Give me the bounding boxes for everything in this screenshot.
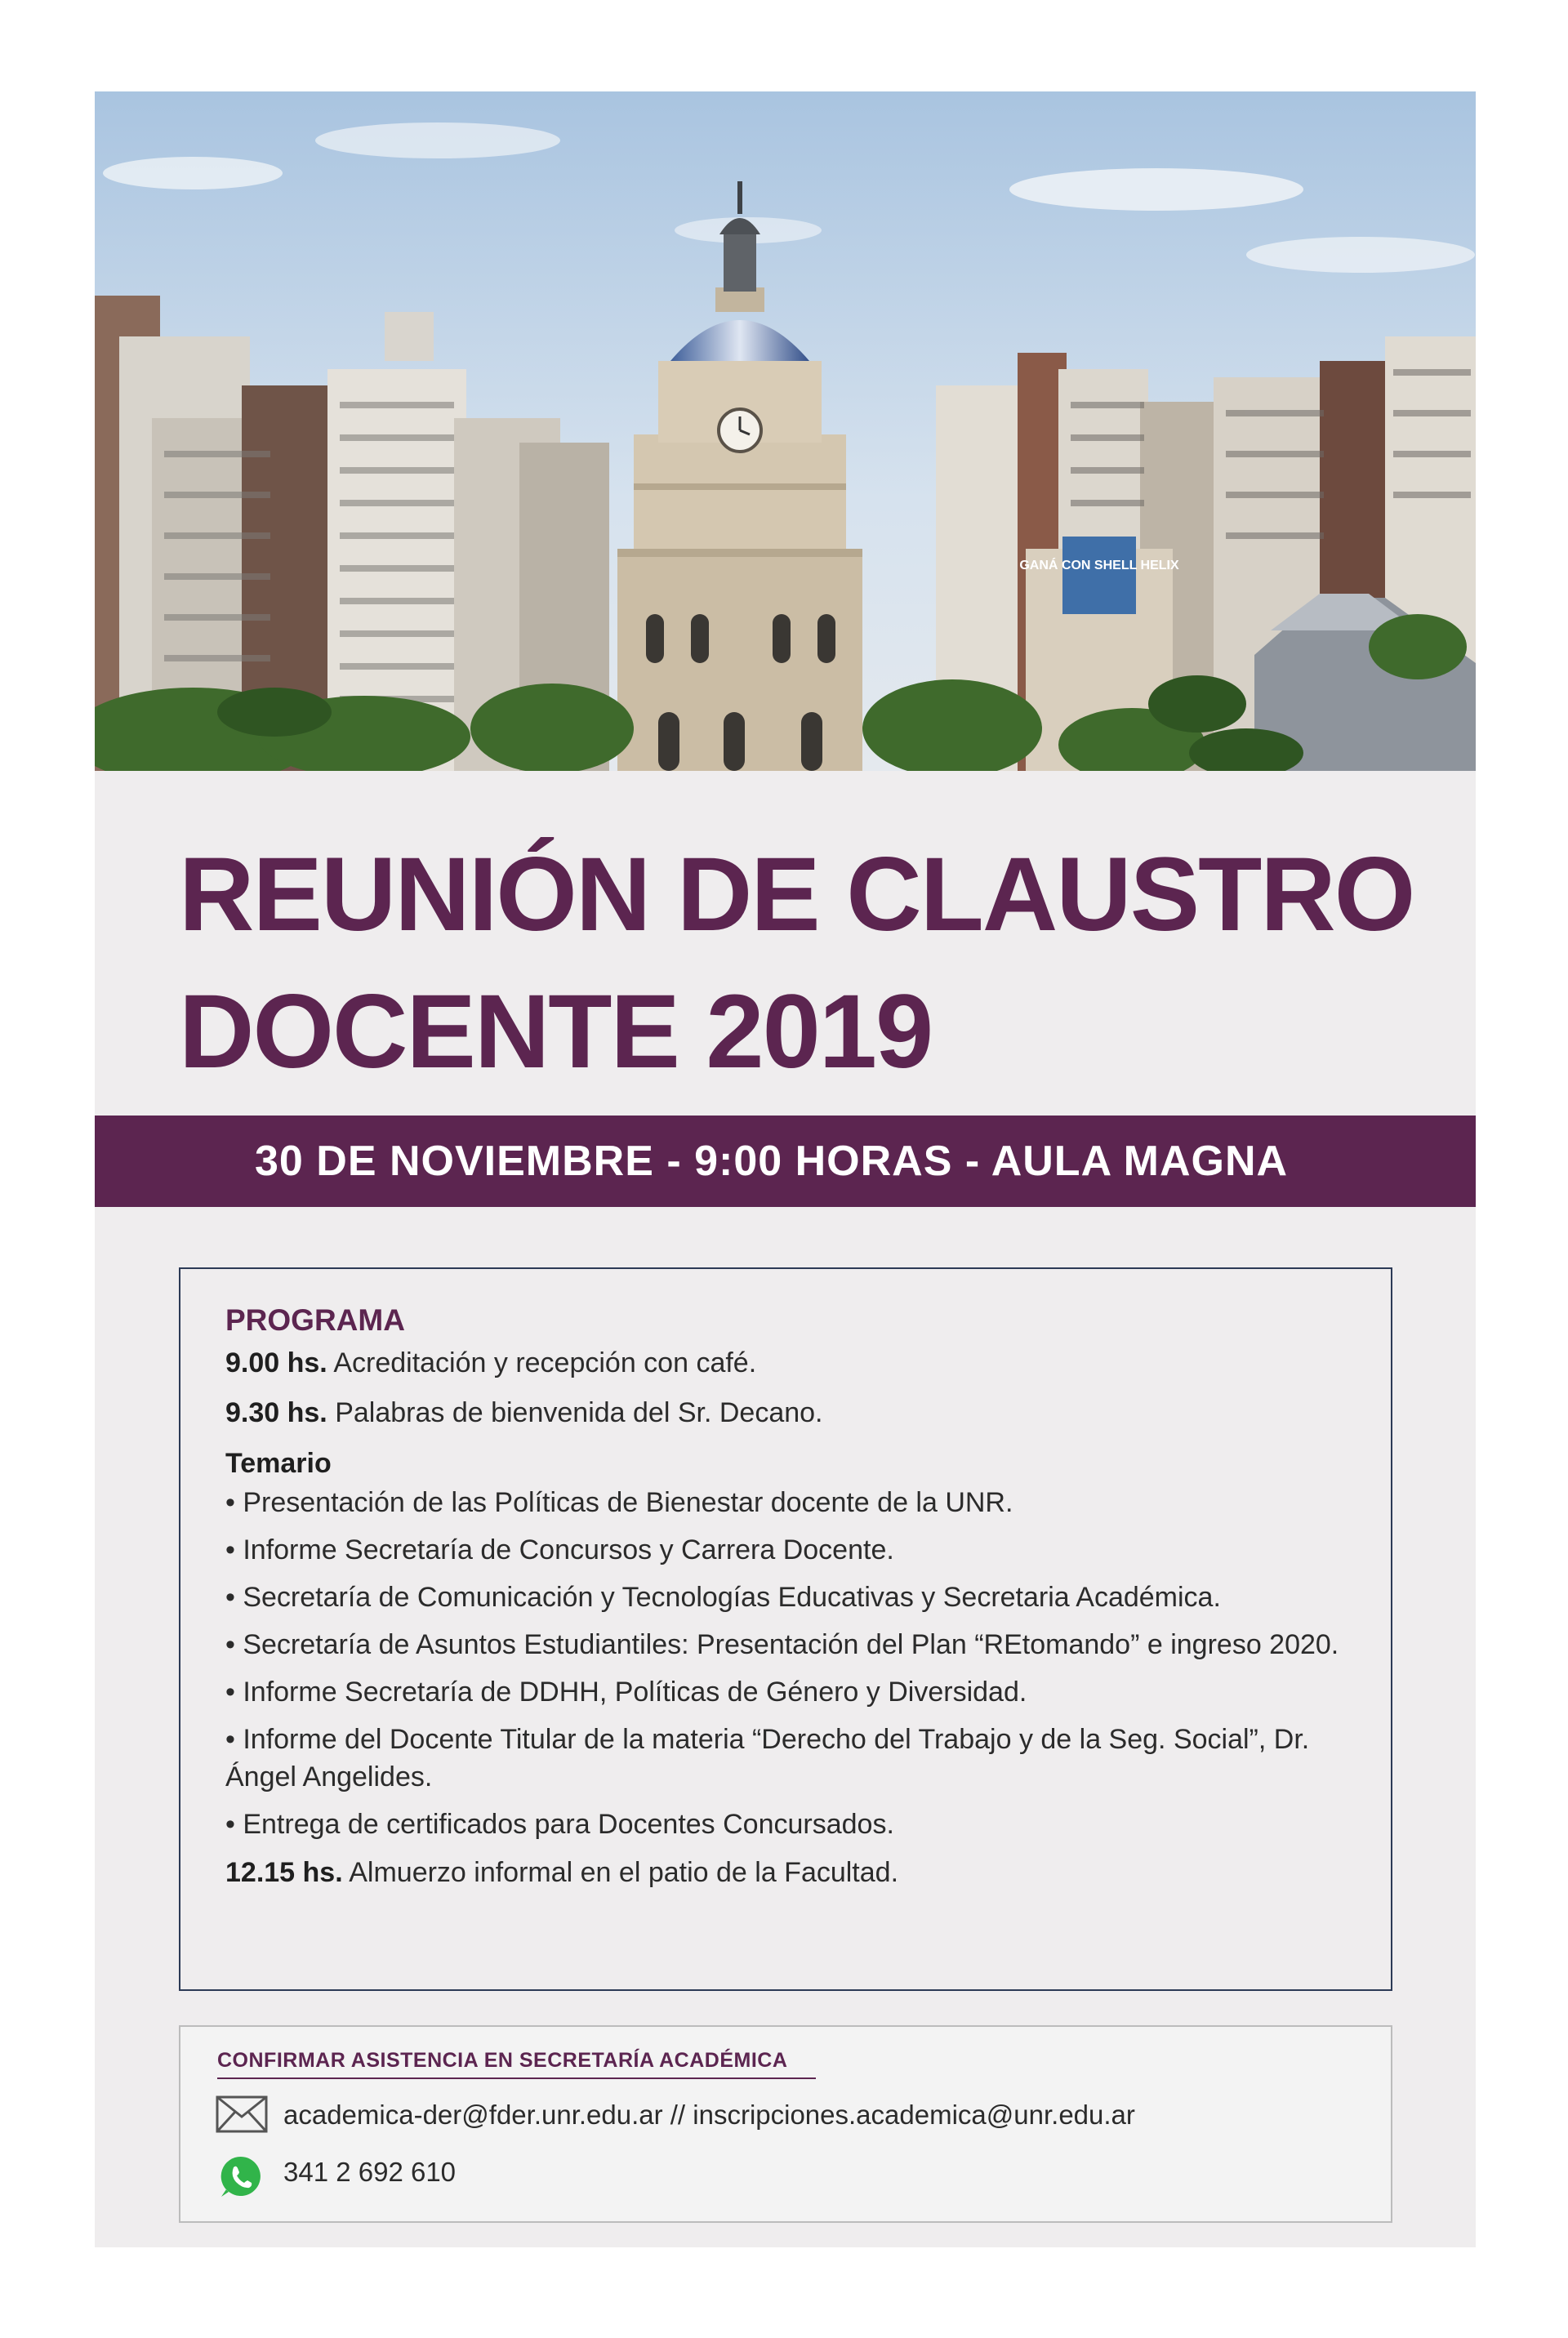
title-line-2: DOCENTE 2019	[179, 973, 933, 1090]
email-addresses[interactable]: academica-der@fder.unr.edu.ar // inscripciones.academica@unr.edu.ar	[283, 2100, 1135, 2130]
event-title	[179, 826, 1453, 1101]
program-box	[179, 1267, 1392, 1991]
temario-item: • Secretaría de Asuntos Estudiantiles: Presentación del Plan “REtomando” e ingreso 2020.	[225, 1629, 1339, 1660]
temario-item: • Informe Secretaría de DDHH, Políticas de Género y Diversidad.	[225, 1677, 1027, 1708]
closing-time: 12.15 hs.	[225, 1857, 343, 1888]
temario-item: • Informe Secretaría de Concursos y Carrera Docente.	[225, 1534, 894, 1565]
closing-item	[225, 1853, 1352, 1892]
confirm-attendance-text: CONFIRMAR ASISTENCIA EN SECRETARÍA ACADÉMICA	[217, 2049, 788, 2072]
program-heading: PROGRAMA	[225, 1303, 405, 1337]
temario-item: • Secretaría de Comunicación y Tecnologías Educativas y Secretaria Académica.	[225, 1582, 1221, 1613]
whatsapp-icon	[218, 2153, 264, 2203]
program-item-time: 9.30 hs.	[225, 1397, 327, 1428]
temario-heading: Temario	[225, 1448, 332, 1479]
date-time-place: 30 DE NOVIEMBRE - 9:00 HORAS - AULA MAGNA	[255, 1138, 1289, 1185]
header-photo	[95, 91, 1476, 771]
program-item	[225, 1393, 1352, 1432]
contact-box	[179, 2025, 1392, 2223]
temario-item: • Entrega de certificados para Docentes Concursados.	[225, 1809, 894, 1840]
poster	[95, 91, 1476, 2247]
program-item	[225, 1343, 1352, 1383]
closing-text: Almuerzo informal en el patio de la Facultad.	[342, 1857, 899, 1888]
program-item-time: 9.00 hs.	[225, 1347, 327, 1378]
phone-number[interactable]: 341 2 692 610	[283, 2157, 457, 2187]
temario-item: • Presentación de las Políticas de Bienestar docente de la UNR.	[225, 1487, 1013, 1518]
program-item-text: Acreditación y recepción con café.	[327, 1347, 757, 1378]
program-item-text: Palabras de bienvenida del Sr. Decano.	[327, 1397, 823, 1428]
title-line-1: REUNIÓN DE CLAUSTRO	[179, 836, 1414, 953]
temario-item: • Informe del Docente Titular de la materia “Derecho del Trabajo y de la Seg. Social”, Dr. Ángel Angelides.	[225, 1724, 1310, 1792]
envelope-icon	[216, 2095, 268, 2137]
confirm-underline	[217, 2077, 816, 2079]
billboard-text: GANÁ CON SHELL HELIX	[1019, 559, 1179, 572]
date-banner	[95, 1116, 1476, 1207]
